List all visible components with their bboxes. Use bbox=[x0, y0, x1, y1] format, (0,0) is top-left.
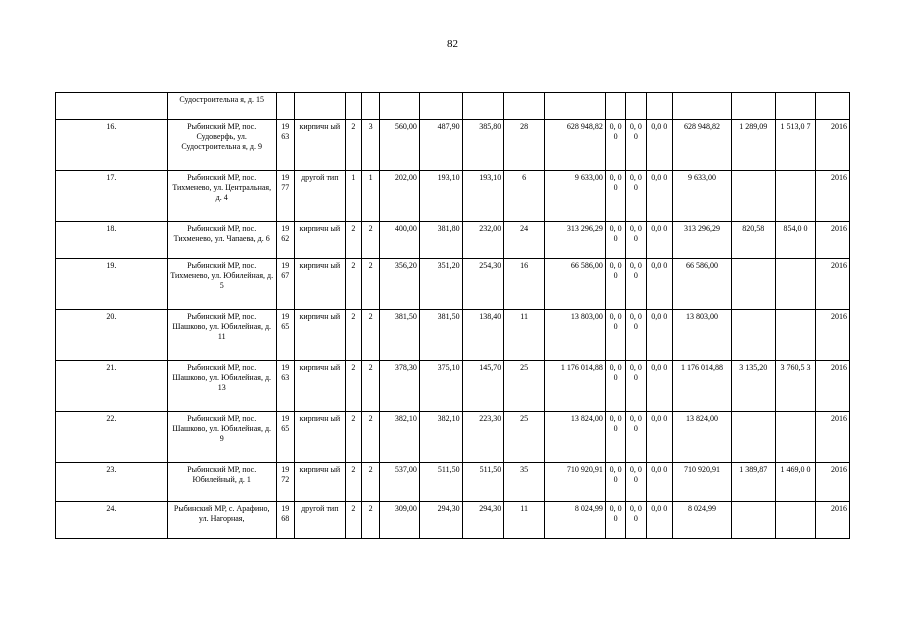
cell-c3: 0,0 0 bbox=[646, 120, 672, 171]
cell-c2: 0, 0 0 bbox=[626, 259, 646, 310]
cell-area-residential: 232,00 bbox=[462, 222, 504, 259]
cell-c3: 0,0 0 bbox=[646, 412, 672, 463]
cell-area-living: 511,50 bbox=[419, 463, 462, 502]
cell-cost-fund: 1 176 014,88 bbox=[673, 361, 732, 412]
cell-cost-local bbox=[775, 502, 816, 539]
cell-year-done: 2016 bbox=[816, 259, 850, 310]
page-number: 82 bbox=[447, 38, 458, 50]
cell-year-done: 2016 bbox=[816, 412, 850, 463]
cell-c1: 0, 0 0 bbox=[605, 259, 625, 310]
cell-material: другой тип bbox=[294, 502, 345, 539]
cell-cost-fund bbox=[673, 93, 732, 120]
cell-entrances: 3 bbox=[361, 120, 379, 171]
cell-floors: 1 bbox=[345, 171, 361, 222]
cell-residents: 25 bbox=[504, 361, 545, 412]
cell-c3: 0,0 0 bbox=[646, 222, 672, 259]
housing-table bbox=[55, 92, 850, 539]
cell-address: Рыбинский МР, пос. Шашково, ул. Юбилейная, д. 9 bbox=[167, 412, 276, 463]
cell-cost-fund: 9 633,00 bbox=[673, 171, 732, 222]
cell-c3: 0,0 0 bbox=[646, 171, 672, 222]
cell-c1: 0, 0 0 bbox=[605, 412, 625, 463]
cell-cost-region bbox=[731, 412, 775, 463]
cell-c1 bbox=[605, 93, 625, 120]
cell-area-living: 381,80 bbox=[419, 222, 462, 259]
cell-year-done: 2016 bbox=[816, 171, 850, 222]
table-row bbox=[56, 171, 850, 222]
cell-cost-local bbox=[775, 259, 816, 310]
cell-residents: 28 bbox=[504, 120, 545, 171]
table-row bbox=[56, 93, 850, 120]
cell-c2: 0, 0 0 bbox=[626, 361, 646, 412]
cell-cost-fund: 13 824,00 bbox=[673, 412, 732, 463]
cell-residents: 6 bbox=[504, 171, 545, 222]
cell-cost-region bbox=[731, 171, 775, 222]
table-row bbox=[56, 361, 850, 412]
cell-residents: 11 bbox=[504, 502, 545, 539]
cell-c1: 0, 0 0 bbox=[605, 310, 625, 361]
cell-year-done: 2016 bbox=[816, 222, 850, 259]
cell-floors: 2 bbox=[345, 120, 361, 171]
cell-year bbox=[276, 93, 294, 120]
cell-cost-region bbox=[731, 310, 775, 361]
cell-num: 22. bbox=[56, 412, 168, 463]
cell-floors: 2 bbox=[345, 412, 361, 463]
cell-cost-fund: 13 803,00 bbox=[673, 310, 732, 361]
cell-year: 19 65 bbox=[276, 412, 294, 463]
cell-num: 17. bbox=[56, 171, 168, 222]
cell-residents: 25 bbox=[504, 412, 545, 463]
cell-cost-region: 1 289,09 bbox=[731, 120, 775, 171]
cell-num: 21. bbox=[56, 361, 168, 412]
cell-area-living: 193,10 bbox=[419, 171, 462, 222]
cell-floors: 2 bbox=[345, 222, 361, 259]
cell-c2: 0, 0 0 bbox=[626, 412, 646, 463]
table-row bbox=[56, 502, 850, 539]
cell-cost-total: 13 824,00 bbox=[544, 412, 605, 463]
cell-entrances: 2 bbox=[361, 463, 379, 502]
cell-year: 19 62 bbox=[276, 222, 294, 259]
cell-residents: 35 bbox=[504, 463, 545, 502]
cell-num: 20. bbox=[56, 310, 168, 361]
cell-entrances: 2 bbox=[361, 259, 379, 310]
cell-c2: 0, 0 0 bbox=[626, 171, 646, 222]
cell-area-living bbox=[419, 93, 462, 120]
cell-area-living: 487,90 bbox=[419, 120, 462, 171]
cell-material bbox=[294, 93, 345, 120]
cell-cost-region: 3 135,20 bbox=[731, 361, 775, 412]
cell-cost-region bbox=[731, 502, 775, 539]
cell-cost-local bbox=[775, 412, 816, 463]
cell-entrances: 2 bbox=[361, 502, 379, 539]
cell-year-done: 2016 bbox=[816, 502, 850, 539]
cell-material: кирпичн ый bbox=[294, 259, 345, 310]
cell-cost-total: 8 024,99 bbox=[544, 502, 605, 539]
cell-c1: 0, 0 0 bbox=[605, 171, 625, 222]
cell-address: Судостроительна я, д. 15 bbox=[167, 93, 276, 120]
cell-address: Рыбинский МР, пос. Тихменево, ул. Чапаева, д. 6 bbox=[167, 222, 276, 259]
cell-area-living: 351,20 bbox=[419, 259, 462, 310]
cell-cost-fund: 710 920,91 bbox=[673, 463, 732, 502]
cell-material: кирпичн ый bbox=[294, 361, 345, 412]
cell-num: 24. bbox=[56, 502, 168, 539]
cell-entrances: 1 bbox=[361, 171, 379, 222]
cell-year-done: 2016 bbox=[816, 310, 850, 361]
cell-c2: 0, 0 0 bbox=[626, 222, 646, 259]
cell-c2: 0, 0 0 bbox=[626, 120, 646, 171]
cell-c3: 0,0 0 bbox=[646, 259, 672, 310]
cell-address: Рыбинский МР, пос. Судоверфь, ул. Судостроительна я, д. 9 bbox=[167, 120, 276, 171]
cell-c1: 0, 0 0 bbox=[605, 361, 625, 412]
cell-residents: 16 bbox=[504, 259, 545, 310]
cell-c3: 0,0 0 bbox=[646, 361, 672, 412]
cell-residents: 24 bbox=[504, 222, 545, 259]
table-row bbox=[56, 310, 850, 361]
cell-cost-fund: 66 586,00 bbox=[673, 259, 732, 310]
cell-area-living: 375,10 bbox=[419, 361, 462, 412]
table-row bbox=[56, 259, 850, 310]
cell-cost-local: 854,0 0 bbox=[775, 222, 816, 259]
cell-cost-local bbox=[775, 93, 816, 120]
cell-address: Рыбинский МР, с. Арафино, ул. Нагорная, bbox=[167, 502, 276, 539]
cell-area-total: 356,20 bbox=[380, 259, 420, 310]
cell-cost-fund: 8 024,99 bbox=[673, 502, 732, 539]
cell-num bbox=[56, 93, 168, 120]
cell-cost-total: 66 586,00 bbox=[544, 259, 605, 310]
cell-area-residential: 145,70 bbox=[462, 361, 504, 412]
cell-area-total: 378,30 bbox=[380, 361, 420, 412]
cell-cost-total: 628 948,82 bbox=[544, 120, 605, 171]
cell-entrances bbox=[361, 93, 379, 120]
cell-year: 19 67 bbox=[276, 259, 294, 310]
cell-year: 19 77 bbox=[276, 171, 294, 222]
cell-cost-region bbox=[731, 259, 775, 310]
cell-cost-total: 313 296,29 bbox=[544, 222, 605, 259]
cell-material: другой тип bbox=[294, 171, 345, 222]
cell-material: кирпичн ый bbox=[294, 222, 345, 259]
cell-cost-region bbox=[731, 93, 775, 120]
cell-material: кирпичн ый bbox=[294, 412, 345, 463]
cell-address: Рыбинский МР, пос. Тихменево, ул. Центральная, д. 4 bbox=[167, 171, 276, 222]
cell-address: Рыбинский МР, пос. Шашково, ул. Юбилейная, д. 11 bbox=[167, 310, 276, 361]
cell-year-done: 2016 bbox=[816, 463, 850, 502]
cell-cost-region: 1 389,87 bbox=[731, 463, 775, 502]
cell-year: 19 65 bbox=[276, 310, 294, 361]
cell-area-living: 382,10 bbox=[419, 412, 462, 463]
cell-address: Рыбинский МР, пос. Юбилейный, д. 1 bbox=[167, 463, 276, 502]
cell-area-residential bbox=[462, 93, 504, 120]
cell-cost-total: 1 176 014,88 bbox=[544, 361, 605, 412]
cell-area-residential: 138,40 bbox=[462, 310, 504, 361]
cell-area-residential: 193,10 bbox=[462, 171, 504, 222]
cell-cost-local: 1 469,0 0 bbox=[775, 463, 816, 502]
cell-floors: 2 bbox=[345, 259, 361, 310]
cell-c3 bbox=[646, 93, 672, 120]
cell-year-done: 2016 bbox=[816, 361, 850, 412]
cell-area-total: 400,00 bbox=[380, 222, 420, 259]
cell-year-done bbox=[816, 93, 850, 120]
cell-cost-total: 13 803,00 bbox=[544, 310, 605, 361]
cell-year-done: 2016 bbox=[816, 120, 850, 171]
cell-cost-local bbox=[775, 171, 816, 222]
cell-address: Рыбинский МР, пос. Шашково, ул. Юбилейная, д. 13 bbox=[167, 361, 276, 412]
cell-area-total: 309,00 bbox=[380, 502, 420, 539]
table-row bbox=[56, 120, 850, 171]
cell-c2 bbox=[626, 93, 646, 120]
cell-floors bbox=[345, 93, 361, 120]
cell-material: кирпичн ый bbox=[294, 120, 345, 171]
cell-entrances: 2 bbox=[361, 361, 379, 412]
cell-area-residential: 254,30 bbox=[462, 259, 504, 310]
cell-cost-fund: 628 948,82 bbox=[673, 120, 732, 171]
cell-floors: 2 bbox=[345, 310, 361, 361]
cell-c1: 0, 0 0 bbox=[605, 463, 625, 502]
table-row bbox=[56, 463, 850, 502]
cell-residents bbox=[504, 93, 545, 120]
cell-year: 19 68 bbox=[276, 502, 294, 539]
cell-num: 23. bbox=[56, 463, 168, 502]
cell-c3: 0,0 0 bbox=[646, 463, 672, 502]
cell-area-total: 202,00 bbox=[380, 171, 420, 222]
cell-c3: 0,0 0 bbox=[646, 310, 672, 361]
cell-year: 19 63 bbox=[276, 361, 294, 412]
table-row bbox=[56, 412, 850, 463]
cell-entrances: 2 bbox=[361, 310, 379, 361]
cell-cost-fund: 313 296,29 bbox=[673, 222, 732, 259]
cell-floors: 2 bbox=[345, 361, 361, 412]
cell-num: 19. bbox=[56, 259, 168, 310]
cell-entrances: 2 bbox=[361, 412, 379, 463]
cell-area-living: 294,30 bbox=[419, 502, 462, 539]
cell-year: 19 72 bbox=[276, 463, 294, 502]
cell-area-residential: 223,30 bbox=[462, 412, 504, 463]
table-row bbox=[56, 222, 850, 259]
cell-cost-local: 3 760,5 3 bbox=[775, 361, 816, 412]
cell-c1: 0, 0 0 bbox=[605, 502, 625, 539]
cell-floors: 2 bbox=[345, 502, 361, 539]
cell-address: Рыбинский МР, пос. Тихменево, ул. Юбилейная, д. 5 bbox=[167, 259, 276, 310]
cell-cost-local bbox=[775, 310, 816, 361]
cell-c2: 0, 0 0 bbox=[626, 463, 646, 502]
cell-c2: 0, 0 0 bbox=[626, 502, 646, 539]
cell-area-total bbox=[380, 93, 420, 120]
cell-c2: 0, 0 0 bbox=[626, 310, 646, 361]
cell-area-total: 560,00 bbox=[380, 120, 420, 171]
cell-cost-region: 820,58 bbox=[731, 222, 775, 259]
cell-area-residential: 294,30 bbox=[462, 502, 504, 539]
cell-area-total: 382,10 bbox=[380, 412, 420, 463]
cell-floors: 2 bbox=[345, 463, 361, 502]
cell-area-residential: 385,80 bbox=[462, 120, 504, 171]
cell-c1: 0, 0 0 bbox=[605, 120, 625, 171]
cell-year: 19 63 bbox=[276, 120, 294, 171]
cell-cost-local: 1 513,0 7 bbox=[775, 120, 816, 171]
cell-material: кирпичн ый bbox=[294, 463, 345, 502]
cell-area-total: 537,00 bbox=[380, 463, 420, 502]
cell-area-living: 381,50 bbox=[419, 310, 462, 361]
cell-entrances: 2 bbox=[361, 222, 379, 259]
cell-num: 16. bbox=[56, 120, 168, 171]
cell-cost-total: 710 920,91 bbox=[544, 463, 605, 502]
cell-material: кирпичн ый bbox=[294, 310, 345, 361]
cell-area-total: 381,50 bbox=[380, 310, 420, 361]
cell-num: 18. bbox=[56, 222, 168, 259]
cell-c1: 0, 0 0 bbox=[605, 222, 625, 259]
cell-residents: 11 bbox=[504, 310, 545, 361]
cell-cost-total bbox=[544, 93, 605, 120]
cell-cost-total: 9 633,00 bbox=[544, 171, 605, 222]
cell-c3: 0,0 0 bbox=[646, 502, 672, 539]
cell-area-residential: 511,50 bbox=[462, 463, 504, 502]
